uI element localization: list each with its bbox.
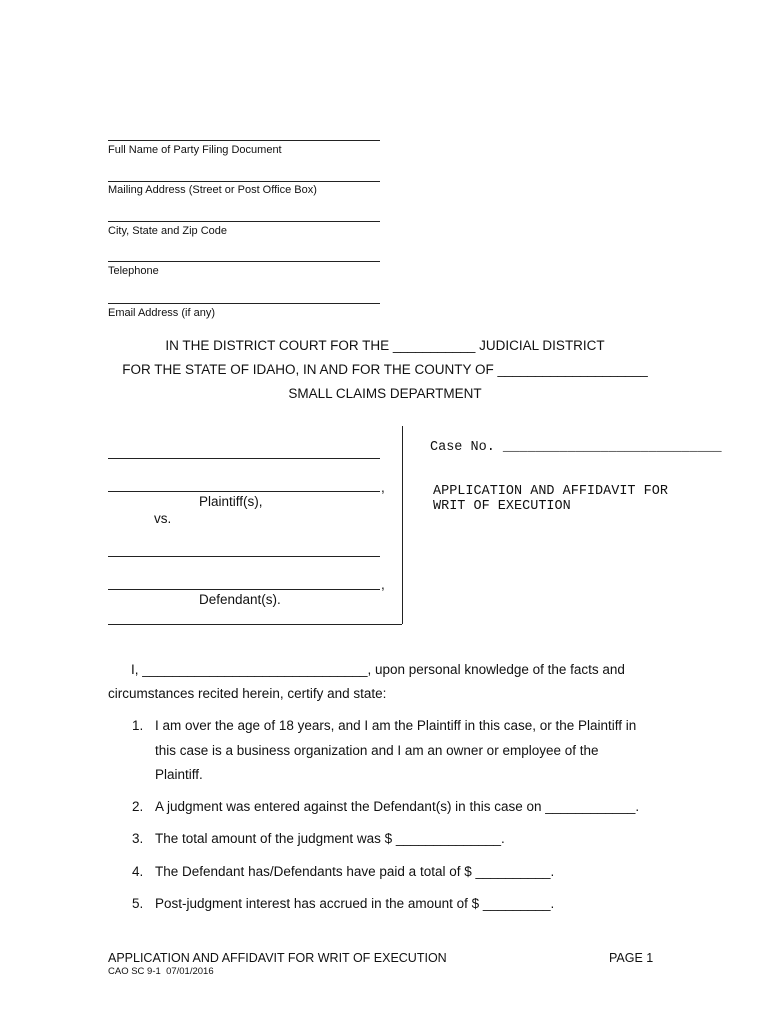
court-heading-line3: SMALL CLAIMS DEPARTMENT bbox=[288, 386, 482, 401]
item-text: this case is a business organization and I am an owner or employee of the bbox=[155, 743, 599, 758]
item-number: 5. bbox=[132, 896, 144, 911]
email-label: Email Address (if any) bbox=[108, 307, 215, 319]
item-text: A judgment was entered against the Defendant(s) in this case on ____________. bbox=[155, 799, 640, 814]
full-name-label: Full Name of Party Filing Document bbox=[108, 144, 282, 156]
plaintiff-label: Plaintiff(s), bbox=[199, 494, 263, 509]
intro-line-1: I, ______________________________, upon personal knowledge of the facts and bbox=[131, 662, 625, 677]
caption-vertical-divider bbox=[402, 426, 403, 624]
city-state-zip-label: City, State and Zip Code bbox=[108, 225, 228, 237]
email-line[interactable] bbox=[108, 303, 380, 304]
plaintiff-name-line-2[interactable] bbox=[108, 491, 380, 492]
defendant-name-line-1[interactable] bbox=[108, 556, 380, 557]
footer-form-code: CAO SC 9-1 07/01/2016 bbox=[108, 966, 214, 977]
mailing-address-line[interactable] bbox=[108, 181, 380, 182]
item-number: 2. bbox=[132, 799, 144, 814]
court-heading-line1: IN THE DISTRICT COURT FOR THE ___________ JUDICIAL DISTRICT bbox=[165, 338, 605, 353]
plaintiff-comma: , bbox=[381, 480, 385, 495]
item-number: 1. bbox=[132, 718, 144, 733]
footer-title: APPLICATION AND AFFIDAVIT FOR WRIT OF EXECUTION bbox=[108, 951, 447, 965]
telephone-label: Telephone bbox=[108, 265, 159, 277]
item-text: The Defendant has/Defendants have paid a total of $ __________. bbox=[155, 864, 555, 879]
city-state-zip-line[interactable] bbox=[108, 221, 380, 222]
item-text: The total amount of the judgment was $ ______________. bbox=[155, 831, 505, 846]
case-number-field[interactable]: Case No. ___________________________ bbox=[430, 440, 722, 455]
item-text: Post-judgment interest has accrued in the amount of $ _________. bbox=[155, 896, 555, 911]
item-number: 4. bbox=[132, 864, 144, 879]
full-name-line[interactable] bbox=[108, 140, 380, 141]
telephone-line[interactable] bbox=[108, 261, 380, 262]
item-number: 3. bbox=[132, 831, 144, 846]
item-text: I am over the age of 18 years, and I am the Plaintiff in this case, or the Plaintiff in bbox=[155, 718, 637, 733]
defendant-label: Defendant(s). bbox=[199, 592, 281, 607]
plaintiff-name-line-1[interactable] bbox=[108, 458, 380, 459]
court-heading-line2: FOR THE STATE OF IDAHO, IN AND FOR THE COUNTY OF ____________________ bbox=[122, 362, 648, 377]
defendant-name-line-2[interactable] bbox=[108, 589, 380, 590]
mailing-address-label: Mailing Address (Street or Post Office Box) bbox=[108, 184, 317, 196]
document-title-line2: WRIT OF EXECUTION bbox=[433, 499, 571, 514]
versus-label: vs. bbox=[154, 511, 172, 526]
footer-page-number: PAGE 1 bbox=[609, 951, 654, 965]
defendant-comma: , bbox=[381, 577, 385, 592]
document-title-line1: APPLICATION AND AFFIDAVIT FOR bbox=[433, 484, 668, 499]
intro-line-2: circumstances recited herein, certify and state: bbox=[108, 686, 387, 701]
item-text: Plaintiff. bbox=[155, 767, 203, 782]
caption-bottom-rule bbox=[108, 624, 402, 625]
